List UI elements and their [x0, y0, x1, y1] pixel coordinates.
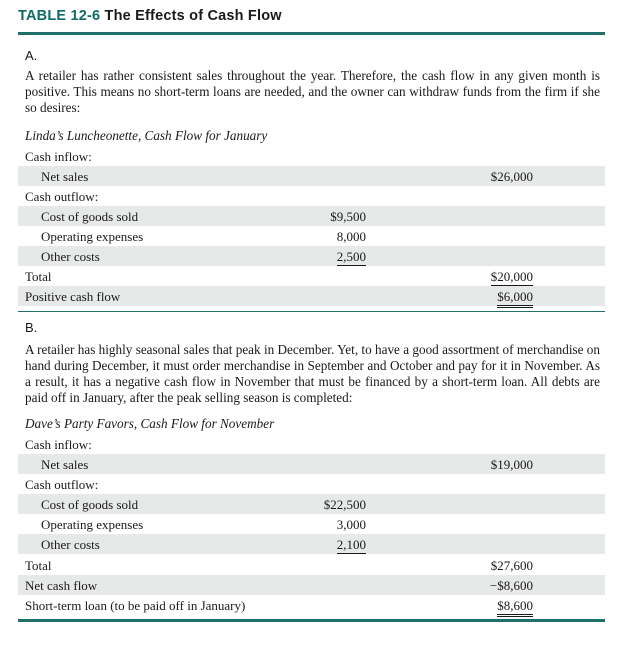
section-a-paragraph: A retailer has rather consistent sales throughout the year. Therefore, the cash flow in any given month is positive. This means no short-term loans are needed, and the owner can withdraw funds from the firm if she so desires: — [25, 68, 600, 115]
section-a-subtitle: Linda’s Luncheonette, Cash Flow for January — [25, 128, 268, 143]
b-loan-value: $8,600 — [497, 598, 533, 617]
table-title-text: The Effects of Cash Flow — [104, 8, 282, 24]
b-total-label: Total — [25, 558, 52, 573]
b-inflow-label: Cash inflow: — [25, 437, 92, 452]
b-other-label: Other costs — [41, 537, 100, 552]
b-row-other — [18, 534, 605, 554]
b-row-net-sales — [18, 454, 605, 474]
table-title — [18, 8, 282, 24]
a-row-net-sales — [18, 166, 605, 186]
a-row-outflow — [18, 186, 605, 206]
top-rule — [18, 32, 605, 35]
a-other-label: Other costs — [41, 249, 100, 264]
b-opex-label: Operating expenses — [41, 517, 144, 532]
section-b-paragraph: A retailer has highly seasonal sales that peak in December. Yet, to have a good assortment of merchandise on hand during December, it must order merchandise in September and October and pay for it in November. As a result, it has a negative cash flow in November that must be financed by a short-term loan. All debts are paid off in January, after the peak selling season is completed: — [25, 342, 600, 405]
b-cogs-value: $22,500 — [323, 497, 366, 512]
a-row-cogs — [18, 206, 605, 226]
b-flow-value: −$8,600 — [489, 578, 533, 593]
b-cogs-label: Cost of goods sold — [41, 497, 139, 512]
b-loan-label: Short-term loan (to be paid off in January) — [25, 598, 246, 613]
b-row-outflow — [18, 474, 605, 494]
a-opex-label: Operating expenses — [41, 229, 144, 244]
a-row-positive-flow — [18, 286, 605, 306]
a-row-opex — [18, 226, 605, 246]
section-divider — [18, 311, 605, 312]
b-net-sales-value: $19,000 — [490, 457, 533, 472]
b-other-value: 2,100 — [336, 537, 366, 552]
a-row-other — [18, 246, 605, 266]
b-row-net-flow — [18, 575, 605, 595]
b-row-inflow — [18, 434, 605, 454]
b-opex-value: 3,000 — [336, 517, 366, 532]
a-row-total — [18, 266, 605, 286]
section-b-label: B. — [25, 320, 38, 335]
bottom-rule — [18, 619, 605, 622]
table-number: TABLE 12-6 — [18, 8, 101, 24]
a-net-sales-value: $26,000 — [490, 169, 533, 184]
b-flow-label: Net cash flow — [25, 578, 98, 593]
b-row-total — [18, 555, 605, 575]
b-row-opex — [18, 514, 605, 534]
a-flow-label: Positive cash flow — [25, 289, 121, 304]
a-flow-value: $6,000 — [497, 289, 533, 308]
a-net-sales-label: Net sales — [41, 169, 89, 184]
b-total-value: $27,600 — [490, 558, 533, 573]
b-outflow-label: Cash outflow: — [25, 477, 99, 492]
a-total-label: Total — [25, 269, 52, 284]
b-row-short-term-loan — [18, 595, 605, 615]
section-b-subtitle: Dave’s Party Favors, Cash Flow for November — [25, 416, 275, 431]
a-cogs-value: $9,500 — [330, 209, 366, 224]
a-row-inflow — [18, 146, 605, 166]
a-outflow-label: Cash outflow: — [25, 189, 99, 204]
a-other-value: 2,500 — [336, 249, 366, 264]
a-total-value: $20,000 — [490, 269, 533, 284]
a-inflow-label: Cash inflow: — [25, 149, 92, 164]
b-row-cogs — [18, 494, 605, 514]
a-cogs-label: Cost of goods sold — [41, 209, 139, 224]
section-a-label: A. — [25, 48, 38, 63]
a-opex-value: 8,000 — [336, 229, 366, 244]
b-net-sales-label: Net sales — [41, 457, 89, 472]
